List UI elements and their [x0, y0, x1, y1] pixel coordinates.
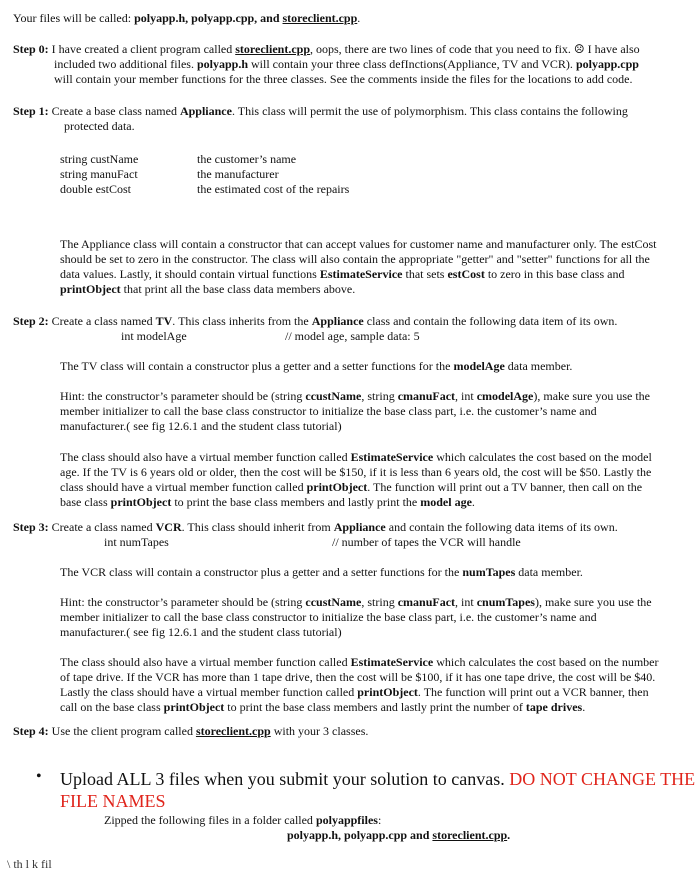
virtual-text: Lastly the class should have a virtual member function called: [60, 685, 358, 699]
virtual-fn: printObject: [110, 495, 172, 509]
step0-line1: [13, 42, 640, 57]
step1-para-text: that print all the base class data members above.: [120, 282, 356, 296]
hint-text: ), make sure you use the: [533, 389, 651, 403]
tv-decl: int modelAge: [121, 329, 187, 343]
step1-para-text: that sets: [402, 267, 448, 281]
bullet-icon: •: [36, 768, 42, 785]
step3-hint-line: member initializer to call the base class constructor to initialize the base class part, i.e. the customer’s name and: [60, 610, 597, 624]
step4-text: Use the client program called: [48, 724, 196, 738]
zip-files: polyapp.h, polyapp.cpp and: [287, 828, 433, 842]
var-decl: double estCost: [60, 182, 131, 196]
step2-line1: [13, 314, 617, 329]
zip-client-file: storeclient.cpp: [432, 828, 508, 842]
step3-text: Create a class named: [48, 520, 156, 534]
step3-virtual-line: of tape drive. If the VCR has more than 1 tape drive, then the cost will be $100, if it has one tape drive, the cost will be $40.: [60, 670, 656, 684]
var-desc: the manufacturer: [197, 167, 279, 181]
step3-base-class: Appliance: [333, 520, 386, 534]
step3-hint-line: manufacturer.( see fig 12.6.1 and the student class tutorial): [60, 625, 342, 639]
step1-para-line: [60, 267, 624, 282]
hint-param: ccustName: [305, 595, 362, 609]
hint-param: cmodelAge: [476, 389, 534, 403]
upload-warning: DO NOT CHANGE THE: [509, 769, 696, 789]
step1-class-name: Appliance: [179, 104, 232, 118]
virtual-fn: printObject: [163, 700, 225, 714]
step0-polyh: polyapp.h: [196, 57, 248, 71]
step1-estimate-service: EstimateService: [319, 267, 403, 281]
step2-virtual-line: [60, 495, 475, 510]
virtual-text: The class should also have a virtual member function called: [60, 655, 351, 669]
virtual-text: . The function will print out a VCR banner, then: [417, 685, 649, 699]
upload-warning-line2: FILE NAMES: [60, 791, 166, 811]
step2-para-text: data member.: [504, 359, 573, 373]
virtual-text: base class: [60, 495, 111, 509]
step3-virtual-line: [60, 655, 658, 670]
hint-param: cmanuFact: [397, 595, 456, 609]
step1-para-line: The Appliance class will contain a constructor that can accept values for customer name and manufacturer only. The estCost: [60, 237, 657, 251]
step1-para-text: data values. Lastly, it should contain virtual functions: [60, 267, 320, 281]
hint-text: , string: [361, 389, 398, 403]
virtual-text: which calculates the cost based on the model: [433, 450, 652, 464]
step2-text2: . This class inherits from the: [172, 314, 312, 328]
step1-text2: . This class will permit the use of polymorphism. This class contains the following: [231, 104, 628, 118]
virtual-text: call on the base class: [60, 700, 164, 714]
zip-text: Zipped the following files in a folder called: [104, 813, 316, 827]
virtual-fn: EstimateService: [350, 655, 434, 669]
step2-virtual-line: age. If the TV is 6 years old or older, then the cost will be $150, if it is less than 6 years old, the cost will be $50. Lastly the: [60, 465, 652, 479]
step1-label: Step 1:: [13, 104, 49, 118]
virtual-text: . The function will print out a TV banner, then call on the: [367, 480, 643, 494]
step3-para: [60, 565, 583, 580]
step4-client-file: storeclient.cpp: [195, 724, 271, 738]
step1-text: Create a base class named: [48, 104, 180, 118]
virtual-text: The class should also have a virtual member function called: [60, 450, 351, 464]
virtual-term: model age: [420, 495, 472, 509]
step4-line: [13, 724, 368, 739]
var-desc: the estimated cost of the repairs: [197, 182, 350, 196]
virtual-fn: printObject: [306, 480, 368, 494]
intro-line: [13, 11, 360, 26]
step2-virtual-line: [60, 480, 642, 495]
hint-param: cmanuFact: [397, 389, 456, 403]
step2-para-text: The TV class will contain a constructor plus a getter and a setter functions for the: [60, 359, 454, 373]
step2-text: Create a class named: [48, 314, 156, 328]
hint-text: , int: [455, 389, 477, 403]
virtual-text: which calculates the cost based on the number: [433, 655, 659, 669]
step0-polycpp: polyapp.cpp: [575, 57, 639, 71]
step0-line2: [54, 57, 639, 72]
step2-label: Step 2:: [13, 314, 49, 328]
step0-label: Step 0:: [13, 42, 49, 56]
zip-period: .: [507, 828, 511, 842]
step1-print-object: printObject: [60, 282, 121, 296]
virtual-text: to print the base class members and lastly print the: [171, 495, 421, 509]
virtual-term: tape drives: [525, 700, 583, 714]
hint-param: cnumTapes: [476, 595, 535, 609]
zip-text: :: [377, 813, 382, 827]
step0-client-file: storeclient.cpp: [235, 42, 310, 56]
upload-text: Upload ALL 3 files when you submit your solution to canvas.: [60, 769, 510, 789]
step2-base-class: Appliance: [311, 314, 364, 328]
intro-prefix: Your files will be called:: [13, 11, 135, 25]
step3-class-name: VCR: [155, 520, 182, 534]
hint-text: , int: [455, 595, 477, 609]
step2-text3: class and contain the following data item of its own.: [363, 314, 618, 328]
step3-para-text: data member.: [515, 565, 583, 579]
step2-hint-line: [60, 389, 650, 404]
step4-text2: with your 3 classes.: [270, 724, 369, 738]
step0-text: I have created a client program called: [48, 42, 236, 56]
virtual-text: .: [471, 495, 475, 509]
vcr-comment: // number of tapes the VCR will handle: [332, 535, 521, 549]
step1-para-line: [60, 282, 355, 297]
step2-hint-line: manufacturer.( see fig 12.6.1 and the student class tutorial): [60, 419, 342, 433]
intro-client-file: storeclient.cpp: [282, 11, 358, 25]
virtual-text: .: [582, 700, 586, 714]
step3-hint-line: [60, 595, 652, 610]
step2-class-name: TV: [155, 314, 173, 328]
step1-estcost: estCost: [447, 267, 485, 281]
step3-virtual-line: [60, 700, 585, 715]
step3-text2: . This class should inherit from: [181, 520, 334, 534]
hint-text: ), make sure you use the: [534, 595, 652, 609]
step2-model-age: modelAge: [453, 359, 505, 373]
step1-para-text: to zero in this base class and: [484, 267, 625, 281]
step0-text3: included two additional files.: [54, 57, 197, 71]
hint-text: Hint: the constructor’s parameter should be (string: [60, 595, 306, 609]
step3-num-tapes: numTapes: [462, 565, 516, 579]
zip-line2: [287, 828, 510, 843]
virtual-fn: EstimateService: [350, 450, 434, 464]
intro-files: polyapp.h, polyapp.cpp, and: [134, 11, 283, 25]
step3-line1: [13, 520, 618, 535]
step3-label: Step 3:: [13, 520, 49, 534]
step2-para: [60, 359, 572, 374]
virtual-fn: printObject: [357, 685, 418, 699]
zip-line1: [104, 813, 381, 828]
step1-line1: [13, 104, 628, 119]
step4-label: Step 4:: [13, 724, 49, 738]
intro-suffix: .: [357, 11, 361, 25]
hint-text: , string: [361, 595, 398, 609]
virtual-text: to print the base class members and lastly print the number of: [224, 700, 526, 714]
step2-hint-line: member initializer to call the base class constructor to initialize the base class part, i.e. the customer’s name and: [60, 404, 597, 418]
upload-line1: [60, 768, 695, 790]
step3-text3: and contain the following data items of its own.: [385, 520, 618, 534]
virtual-text: class should have a virtual member function called: [60, 480, 307, 494]
vcr-decl: int numTapes: [104, 535, 169, 549]
var-decl: string manuFact: [60, 167, 138, 181]
hint-text: Hint: the constructor’s parameter should be (string: [60, 389, 306, 403]
step2-virtual-line: [60, 450, 652, 465]
step0-text2: , oops, there are two lines of code that you need to fix. ☹ I have also: [310, 42, 640, 56]
hint-param: ccustName: [305, 389, 362, 403]
var-decl: string custName: [60, 152, 139, 166]
step0-text4: will contain your three class defInctions(Appliance, TV and VCR).: [248, 57, 576, 71]
var-desc: the customer’s name: [197, 152, 297, 166]
zip-folder-name: polyappfiles: [315, 813, 378, 827]
step1-para-line: should be set to zero in the constructor. The class will also contain the appropriate "getter" and "setter" functions for all the: [60, 252, 650, 266]
step3-para-text: The VCR class will contain a constructor plus a getter and a setter functions for the: [60, 565, 463, 579]
step1-line2: protected data.: [64, 119, 135, 133]
step0-line3: will contain your member functions for the three classes. See the comments inside the files for the locations to add code.: [54, 72, 633, 86]
step3-virtual-line: [60, 685, 649, 700]
cutoff-text: \ th l k fil: [7, 857, 52, 871]
tv-comment: // model age, sample data: 5: [285, 329, 420, 343]
